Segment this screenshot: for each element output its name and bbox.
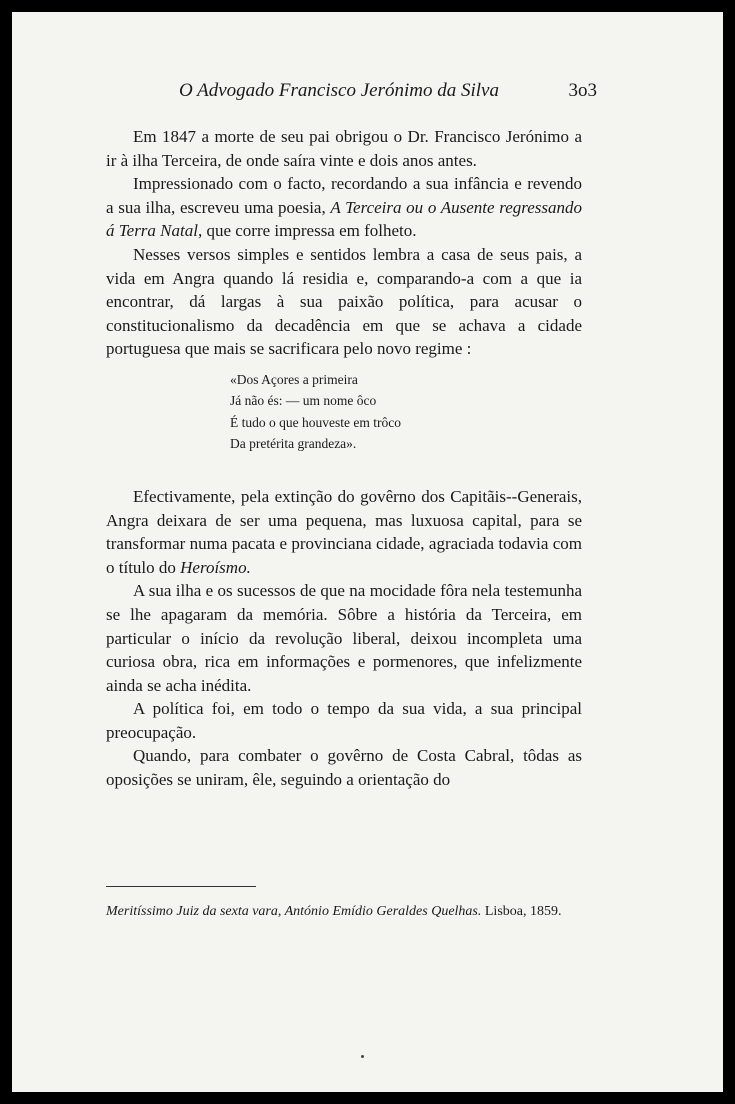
paragraph-4-text-a: Efectivamente, pela extinção do govêrno dos Capitãis--Generais, Angra deixara de ser uma pequena, mas luxuosa capital, para se transformar numa pacata e provinciana cidade, agraciada todavia com o título do [106, 486, 582, 577]
running-header [117, 80, 597, 106]
verse-line: Já não és: — um nome ôco [230, 393, 377, 409]
paragraph-2-text-b: que corre impressa em folheto. [202, 221, 417, 241]
heroismo-title: Heroísmo. [180, 557, 251, 577]
page-speck [361, 1055, 364, 1058]
verse-line: «Dos Açores a primeira [230, 371, 358, 387]
verse-line: Da pretérita grandeza». [230, 436, 357, 452]
footnote [106, 901, 582, 922]
paragraph-1: Em 1847 a morte de seu pai obrigou o Dr. Francisco Jerónimo a ir à ilha Terceira, de onde saíra vinte e dois anos antes. [106, 127, 582, 170]
footnote-text: Lisboa, 1859. [481, 904, 562, 919]
page-number: 3o3 [568, 80, 597, 101]
running-title: O Advogado Francisco Jerónimo da Silva [179, 80, 499, 101]
footnote-divider [106, 886, 256, 887]
paragraph-5: A sua ilha e os sucessos de que na mocidade fôra nela testemunha se lhe apagaram da memória. Sôbre a história da Terceira, em particular o início da revolução liberal, deixou incompleta uma curiosa obra, rica em informações e pormenores, que infelizmente ainda se acha inédita. [106, 581, 582, 695]
paragraph-3: Nesses versos simples e sentidos lembra a casa de seus pais, a vida em Angra quando lá residia e, comparando-a com a que ia encontrar, dá largas à sua paixão política, para acusar o constitucionalismo da decadência em que se achava a cidade portuguesa que mais se sacrificara pelo novo regime : [106, 244, 582, 359]
verse-line: É tudo o que houveste em trôco [230, 414, 401, 430]
paragraph-6: A política foi, em todo o tempo da sua vida, a sua principal preocupação. [106, 699, 582, 742]
verse-quote [230, 369, 582, 455]
paragraph-4 [106, 485, 582, 579]
poem-title: A Terceira ou o Ausente regressando á Terra Natal, [106, 197, 583, 241]
main-text [106, 125, 582, 792]
book-page [12, 12, 723, 1092]
paragraph-2 [106, 172, 582, 243]
footnote-italic: Meritíssimo Juiz da sexta vara, António Emídio Geraldes Quelhas. [106, 904, 482, 919]
paragraph-2-text-a: Impressionado com o facto, recordando a sua infância e revendo a sua ilha, escreveu uma poesia, [106, 174, 582, 217]
paragraph-7: Quando, para combater o govêrno de Costa Cabral, tôdas as oposições se uniram, êle, seguindo a orientação do [106, 746, 582, 790]
